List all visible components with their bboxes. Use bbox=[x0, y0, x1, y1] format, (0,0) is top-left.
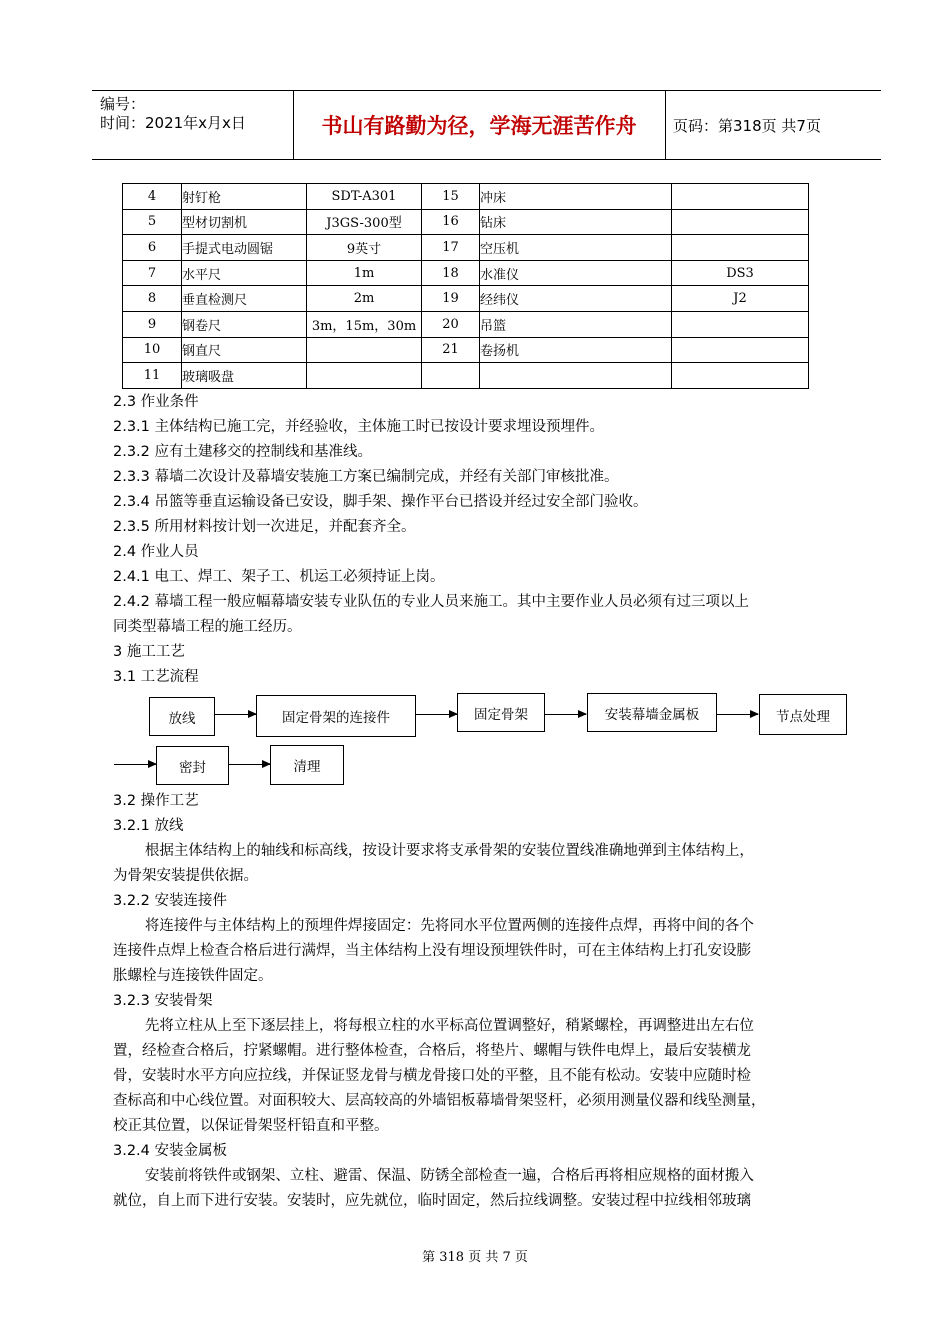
row-number: 16 bbox=[422, 209, 480, 235]
table-row bbox=[123, 209, 809, 235]
flow-step-seal: 密封 bbox=[156, 746, 229, 785]
row-number: 7 bbox=[123, 260, 182, 286]
equipment-spec: J2 bbox=[672, 286, 809, 312]
equipment-spec: 2m bbox=[307, 286, 422, 312]
equipment-name: 手提式电动圆锯 bbox=[182, 235, 307, 261]
flow-step-fix-connectors: 固定骨架的连接件 bbox=[256, 695, 416, 737]
paragraph-3-2-1 bbox=[113, 839, 873, 889]
equipment-spec: 9英寸 bbox=[307, 235, 422, 261]
header-motto: 书山有路勤为径，学海无涯苦作舟 bbox=[321, 114, 637, 138]
equipment-spec bbox=[672, 209, 809, 235]
row-number: 6 bbox=[123, 235, 182, 261]
equipment-name: 钢卷尺 bbox=[182, 311, 307, 337]
paragraph-3-2-2 bbox=[113, 914, 873, 989]
header-page-info: 页码：第318页 共7页 bbox=[673, 116, 821, 135]
equipment-name: 钢直尺 bbox=[182, 337, 307, 363]
flow-step-install-panel: 安装幕墙金属板 bbox=[587, 693, 717, 732]
paragraph-2-3-3: 2.3.3 幕墙二次设计及幕墙安装施工方案已编制完成，并经有关部门审核批准。 bbox=[113, 469, 619, 485]
section-heading-3-2-3: 3.2.3 安装骨架 bbox=[113, 993, 213, 1009]
equipment-spec bbox=[307, 337, 422, 363]
row-number: 10 bbox=[123, 337, 182, 363]
number-label: 编号： bbox=[100, 95, 146, 113]
equipment-spec bbox=[672, 184, 809, 210]
equipment-name: 经纬仪 bbox=[480, 286, 672, 312]
table-row bbox=[123, 363, 809, 389]
flow-step-fix-frame: 固定骨架 bbox=[457, 693, 545, 732]
equipment-name: 吊篮 bbox=[480, 311, 672, 337]
row-number: 17 bbox=[422, 235, 480, 261]
flow-arrow bbox=[228, 764, 270, 765]
paragraph-2-3-4: 2.3.4 吊篮等垂直运输设备已安设，脚手架、操作平台已搭设并经过安全部门验收。 bbox=[113, 494, 648, 510]
flow-arrow bbox=[544, 714, 586, 715]
text-line: 胀螺栓与连接铁件固定。 bbox=[113, 968, 273, 984]
paragraph-3-2-4 bbox=[113, 1164, 873, 1214]
flow-step-clean: 清理 bbox=[270, 745, 344, 785]
equipment-name: 水准仪 bbox=[480, 260, 672, 286]
row-number: 9 bbox=[123, 311, 182, 337]
equipment-name: 射钉枪 bbox=[182, 184, 307, 210]
row-number: 11 bbox=[123, 363, 182, 389]
text-line: 骨，安装时水平方向应拉线，并保证竖龙骨与横龙骨接口处的平整，且不能有松动。安装中应随时检 bbox=[113, 1068, 751, 1084]
text-line: 连接件点焊上检查合格后进行满焊，当主体结构上没有埋设预埋铁件时，可在主体结构上打孔安设膨 bbox=[113, 943, 751, 959]
row-number: 4 bbox=[123, 184, 182, 210]
section-heading-3-1: 3.1 工艺流程 bbox=[113, 669, 199, 685]
header-divider bbox=[665, 91, 666, 159]
page-footer: 第 318 页 共 7 页 bbox=[422, 1250, 528, 1265]
section-heading-3-2-4: 3.2.4 安装金属板 bbox=[113, 1143, 228, 1159]
equipment-spec bbox=[307, 363, 422, 389]
page-header bbox=[92, 90, 881, 160]
equipment-name: 水平尺 bbox=[182, 260, 307, 286]
equipment-spec: 3m，15m，30m bbox=[307, 311, 422, 337]
equipment-spec: DS3 bbox=[672, 260, 809, 286]
time-label: 时间：2021年x月x日 bbox=[100, 114, 246, 132]
equipment-name bbox=[480, 363, 672, 389]
text-line: 置，经检查合格后，拧紧螺帽。进行整体检查，合格后，将垫片、螺帽与铁件电焊上，最后安装横龙 bbox=[113, 1043, 751, 1059]
row-number: 20 bbox=[422, 311, 480, 337]
section-heading-2-4: 2.4 作业人员 bbox=[113, 544, 199, 560]
row-number bbox=[422, 363, 480, 389]
header-meta bbox=[100, 95, 246, 133]
paragraph-2-3-5: 2.3.5 所用材料按计划一次进足，并配套齐全。 bbox=[113, 519, 416, 535]
text-line: 校正其位置，以保证骨架竖杆铅直和平整。 bbox=[113, 1118, 389, 1134]
table-row bbox=[123, 337, 809, 363]
flow-step-node-treatment: 节点处理 bbox=[759, 694, 847, 735]
equipment-spec bbox=[672, 311, 809, 337]
text-line: 将连接件与主体结构上的预埋件焊接固定：先将同水平位置两侧的连接件点焊，再将中间的各个 bbox=[144, 918, 754, 934]
section-heading-3-2-1: 3.2.1 放线 bbox=[113, 818, 184, 834]
flow-arrow bbox=[716, 714, 758, 715]
equipment-table bbox=[122, 183, 809, 389]
text-line: 先将立柱从上至下逐层挂上，将每根立柱的水平标高位置调整好，稍紧螺栓，再调整进出左右位 bbox=[144, 1018, 754, 1034]
text-line: 查标高和中心线位置。对面积较大、层高较高的外墙铝板幕墙骨架竖杆，必须用测量仪器和线坠测量， bbox=[113, 1093, 766, 1109]
equipment-name: 型材切割机 bbox=[182, 209, 307, 235]
section-heading-2-3: 2.3 作业条件 bbox=[113, 394, 199, 410]
table-row bbox=[123, 311, 809, 337]
row-number: 21 bbox=[422, 337, 480, 363]
equipment-name: 垂直检测尺 bbox=[182, 286, 307, 312]
text-line: 为骨架安装提供依据。 bbox=[113, 868, 258, 884]
row-number: 8 bbox=[123, 286, 182, 312]
equipment-name: 卷扬机 bbox=[480, 337, 672, 363]
paragraph-2-3-2: 2.3.2 应有土建移交的控制线和基准线。 bbox=[113, 444, 373, 460]
paragraph-2-4-2-cont: 同类型幕墙工程的施工经历。 bbox=[113, 619, 302, 635]
equipment-spec: 1m bbox=[307, 260, 422, 286]
equipment-name: 空压机 bbox=[480, 235, 672, 261]
equipment-name: 玻璃吸盘 bbox=[182, 363, 307, 389]
text-line: 安装前将铁件或钢架、立柱、避雷、保温、防锈全部检查一遍，合格后再将相应规格的面材搬入 bbox=[144, 1168, 754, 1184]
equipment-name: 钻床 bbox=[480, 209, 672, 235]
flow-arrow bbox=[214, 714, 256, 715]
table-row bbox=[123, 286, 809, 312]
table-row bbox=[123, 260, 809, 286]
table-row bbox=[123, 184, 809, 210]
row-number: 15 bbox=[422, 184, 480, 210]
equipment-spec bbox=[672, 235, 809, 261]
paragraph-2-4-1: 2.4.1 电工、焊工、架子工、机运工必须持证上岗。 bbox=[113, 569, 445, 585]
flow-arrow bbox=[114, 764, 156, 765]
equipment-spec: J3GS-300型 bbox=[307, 209, 422, 235]
row-number: 5 bbox=[123, 209, 182, 235]
equipment-spec bbox=[672, 337, 809, 363]
equipment-spec: SDT-A301 bbox=[307, 184, 422, 210]
section-heading-3-2-2: 3.2.2 安装连接件 bbox=[113, 893, 228, 909]
paragraph-3-2-3 bbox=[113, 1014, 873, 1139]
flow-arrow bbox=[415, 714, 457, 715]
section-heading-3-2: 3.2 操作工艺 bbox=[113, 793, 199, 809]
section-heading-3: 3 施工工艺 bbox=[113, 644, 185, 660]
row-number: 19 bbox=[422, 286, 480, 312]
equipment-name: 冲床 bbox=[480, 184, 672, 210]
text-line: 根据主体结构上的轴线和标高线，按设计要求将支承骨架的安装位置线准确地弹到主体结构上， bbox=[144, 843, 754, 859]
equipment-spec bbox=[672, 363, 809, 389]
flow-step-setout: 放线 bbox=[149, 697, 215, 736]
text-line: 就位，自上而下进行安装。安装时，应先就位，临时固定，然后拉线调整。安装过程中拉线相邻玻璃 bbox=[113, 1193, 751, 1209]
row-number: 18 bbox=[422, 260, 480, 286]
paragraph-2-4-2: 2.4.2 幕墙工程一般应幅幕墙安装专业队伍的专业人员来施工。其中主要作业人员必须有过三项以上 bbox=[113, 594, 749, 610]
paragraph-2-3-1: 2.3.1 主体结构已施工完，并经验收，主体施工时已按设计要求埋设预埋件。 bbox=[113, 419, 605, 435]
table-row bbox=[123, 235, 809, 261]
